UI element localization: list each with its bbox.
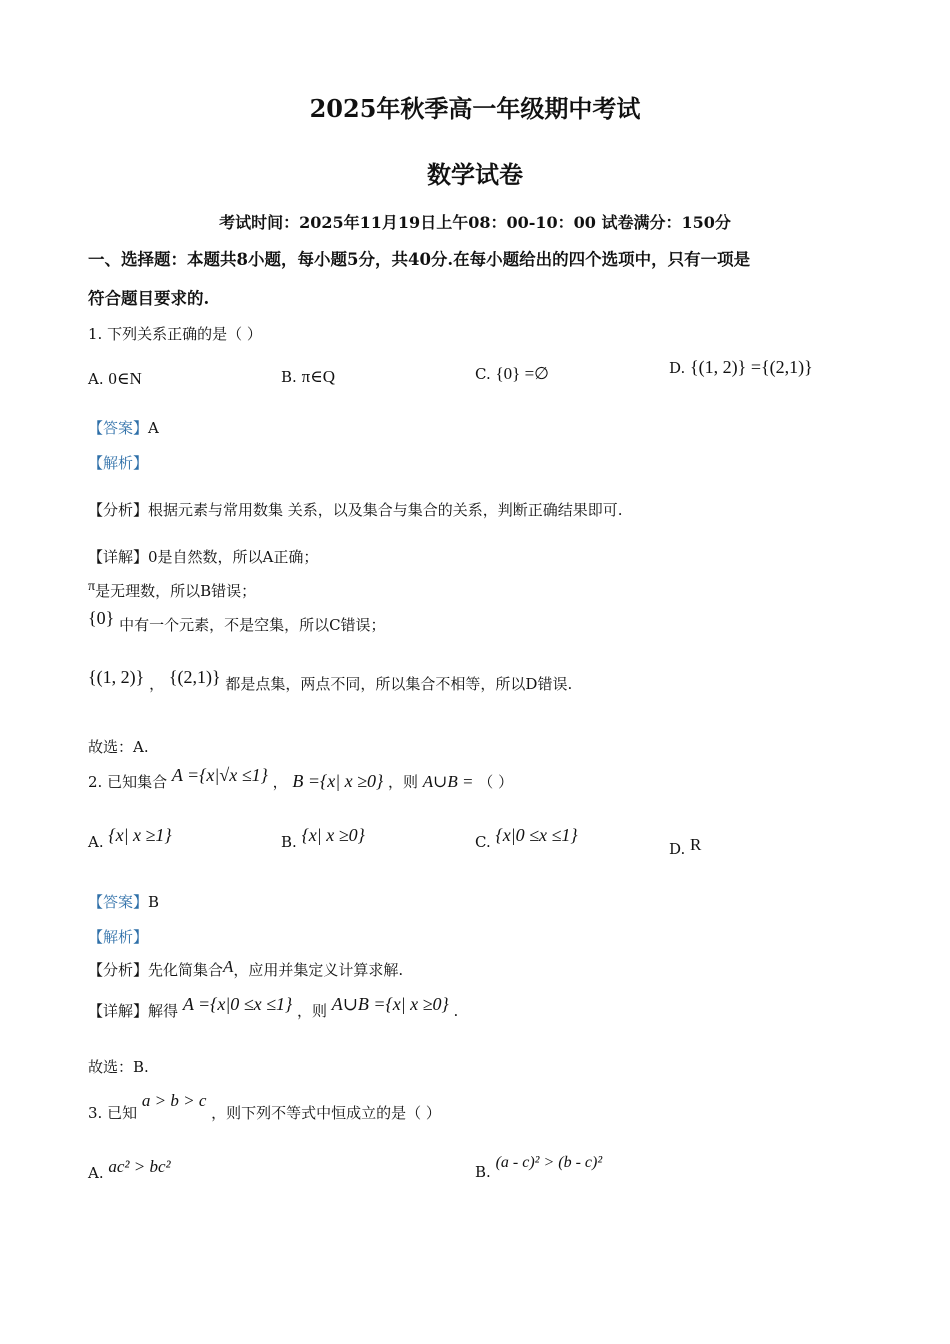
q2-detail-pre: 解得 <box>148 1002 179 1020</box>
xiangjie-tag: 【详解】 <box>88 1002 149 1020</box>
q1-option-b-math: π∈Q <box>301 367 336 386</box>
q1-analysis-tag: 【解析】 <box>88 454 149 472</box>
q3-option-a-math: ac² > bc² <box>108 1157 171 1176</box>
q2-option-b <box>281 825 365 852</box>
q3-option-a-label: A. <box>88 1164 104 1182</box>
exam-info: 考试时间：2025年11月19日上午08：00-10：00 试卷满分：150分 <box>219 213 731 232</box>
q2-option-b-math: {x| x ≥0} <box>301 825 365 845</box>
q2-analysis-tag: 【解析】 <box>88 928 149 946</box>
q2-option-a-label: A. <box>88 833 104 851</box>
fenxi-tag: 【分析】 <box>88 501 149 519</box>
section-heading-line2: 符合题目要求的. <box>88 289 210 308</box>
q2-stem-paren: （ ） <box>478 773 514 791</box>
q2-fenxi-post: ，应用并集定义计算求解. <box>233 961 404 979</box>
q2-option-c-math: {x|0 ≤x ≤1} <box>495 825 578 845</box>
q2-detail <box>88 994 459 1021</box>
page-title: 2025年秋季高一年级期中考试 <box>309 94 641 123</box>
q1-option-c-label: C. <box>475 365 491 383</box>
page-subtitle: 数学试卷 <box>427 160 523 189</box>
q1-choice <box>88 736 149 757</box>
q1-stem: 1. 下列关系正确的是（ ） <box>88 325 262 343</box>
q2-stem-post: ，则 <box>387 773 418 791</box>
q2-set-b: B ={x| x ≥0} <box>292 771 384 791</box>
q3-stem-post: ，则下列不等式中恒成立的是（ ） <box>211 1104 441 1122</box>
q1-option-d-math: {(1, 2)} ={(2,1)} <box>690 357 813 377</box>
answer-tag: 【答案】 <box>88 419 149 437</box>
section-heading-line1: 一、选择题：本题共8小题，每小题5分，共40分.在每小题给出的四个选项中，只有一项是 <box>88 250 751 269</box>
q1-option-b <box>281 367 335 387</box>
q2-fenxi-pre: 先化简集合 <box>148 961 224 979</box>
q3-stem <box>88 1091 441 1123</box>
q2-stem-sep: ， <box>272 773 288 791</box>
q2-option-b-label: B. <box>281 833 297 851</box>
q2-detail-end: . <box>453 1002 459 1020</box>
q1-option-c-math: {0} =∅ <box>495 364 549 383</box>
q2-answer <box>88 891 159 912</box>
q2-option-c-label: C. <box>475 833 491 851</box>
q1-detail-3-math: {0} <box>88 608 115 628</box>
q1-fenxi-text: 根据元素与常用数集 关系，以及集合与集合的关系，判断正确结果即可. <box>148 501 623 519</box>
q2-option-d-math: R <box>690 835 702 854</box>
q1-detail-4-text: 都是点集，两点不同，所以集合不相等，所以D错误. <box>225 675 573 693</box>
q3-stem-pre: 3. 已知 <box>88 1104 138 1122</box>
q1-detail-2-text: 是无理数，所以B错误； <box>95 582 257 600</box>
q1-option-d <box>669 357 813 378</box>
q2-choice-value: B. <box>133 1058 149 1076</box>
q2-detail-math1: A ={x|0 ≤x ≤1} <box>182 994 293 1014</box>
q1-option-a <box>88 369 142 389</box>
q3-option-b <box>475 1154 603 1182</box>
q2-option-d <box>669 835 702 859</box>
q1-detail-1-text: 0是自然数，所以A正确； <box>148 548 319 566</box>
q1-detail-2-math: π <box>88 579 96 594</box>
q3-option-a <box>88 1157 171 1183</box>
q2-option-d-label: D. <box>669 840 686 858</box>
q2-option-a-math: {x| x ≥1} <box>108 825 172 845</box>
q1-detail-4-math1: {(1, 2)} <box>88 667 145 687</box>
q1-option-c <box>475 364 549 384</box>
q3-stem-math: a > b > c <box>141 1091 207 1110</box>
q2-option-a <box>88 825 172 852</box>
q2-stem-pre: 2. 已知集合 <box>88 773 168 791</box>
q1-detail-3-text: 中有一个元素，不是空集，所以C错误； <box>119 616 386 634</box>
q1-choice-value: A. <box>133 738 149 756</box>
q1-detail-3 <box>88 608 386 635</box>
q1-detail-2 <box>88 580 256 601</box>
q3-option-b-label: B. <box>475 1163 491 1181</box>
q1-option-d-label: D. <box>669 359 686 377</box>
q1-detail-1 <box>88 546 318 567</box>
xiangjie-tag: 【详解】 <box>88 548 149 566</box>
q2-detail-mid: ，则 <box>297 1002 328 1020</box>
q2-answer-value: B <box>148 893 160 911</box>
q2-choice <box>88 1056 149 1077</box>
q2-stem <box>88 765 514 792</box>
guxuan-tag: 故选： <box>88 1058 134 1076</box>
guxuan-tag: 故选： <box>88 738 134 756</box>
q1-option-a-label: A. <box>88 370 104 388</box>
q3-option-b-math: (a - c)² > (b - c)² <box>495 1154 603 1171</box>
q2-option-c <box>475 825 578 852</box>
q2-union: A∪B = <box>422 772 474 791</box>
q1-answer-value: A <box>148 419 159 437</box>
q1-answer <box>88 417 159 438</box>
q1-option-b-label: B. <box>281 368 297 386</box>
q1-detail-4-math2: {(2,1)} <box>168 667 221 687</box>
q1-fenxi <box>88 499 623 520</box>
q2-set-a: A ={x|√x ≤1} <box>171 765 268 785</box>
q2-fenxi-math: A <box>223 957 234 976</box>
q1-detail-4-sep: ， <box>149 675 165 693</box>
q1-detail-4 <box>88 667 573 694</box>
q1-option-a-math: 0∈N <box>108 369 142 388</box>
fenxi-tag: 【分析】 <box>88 961 149 979</box>
q2-fenxi <box>88 959 403 980</box>
q2-detail-math2: A∪B ={x| x ≥0} <box>331 994 449 1014</box>
answer-tag: 【答案】 <box>88 893 149 911</box>
